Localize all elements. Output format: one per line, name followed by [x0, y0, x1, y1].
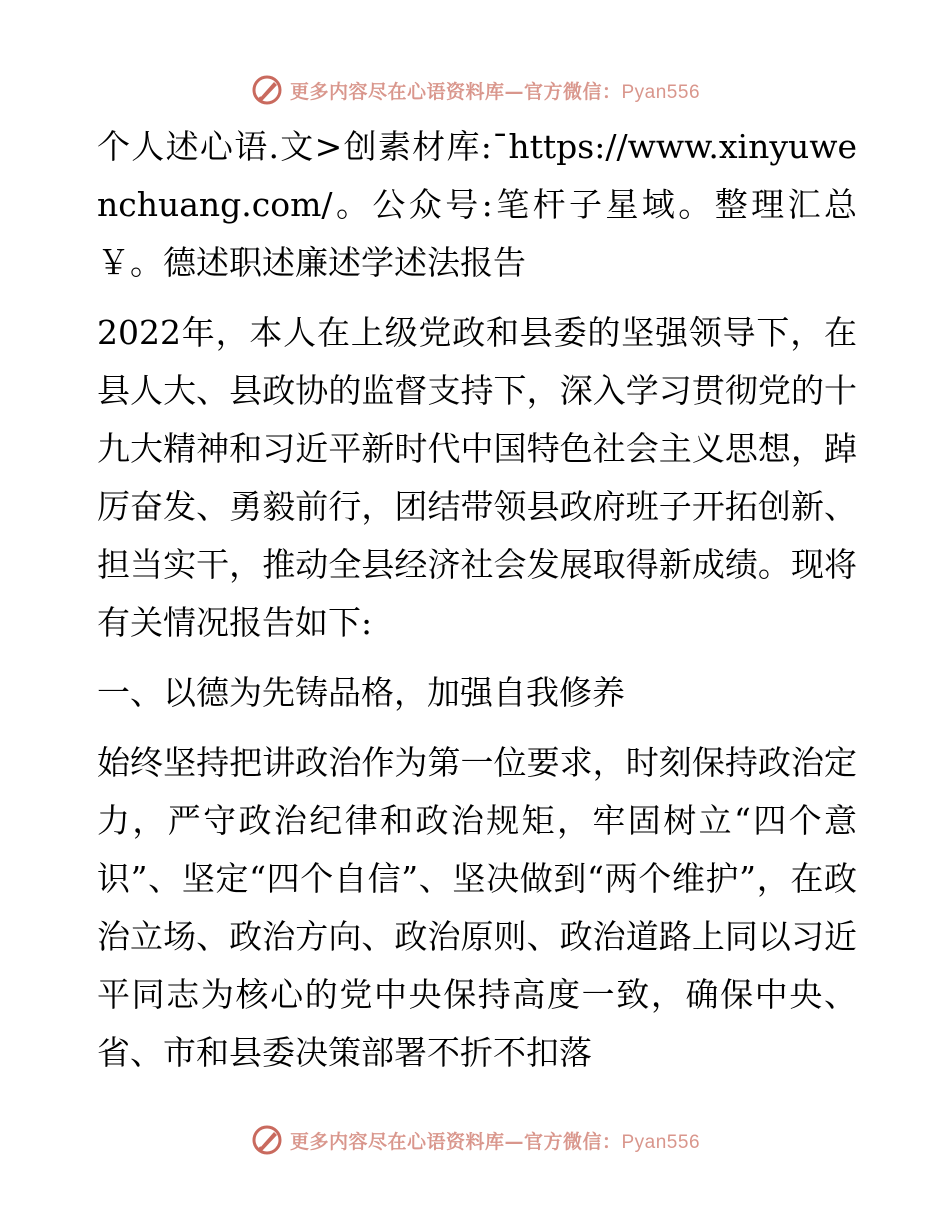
quill-logo-icon [250, 73, 284, 107]
watermark-header [0, 70, 950, 110]
section-heading: 一、以德为先铸品格，加强自我修养 [97, 673, 625, 712]
watermark-handle: Pyan556 [621, 81, 701, 103]
watermark-handle: Pyan556 [621, 1131, 701, 1153]
quill-logo-icon [250, 1123, 284, 1157]
paragraph-intro: 个人述心语.文>创素材库:¯https://www.xinyuwenchuang.com/。公众号:笔杆子星域。整理汇总￥。德述职述廉述学述法报告 [97, 127, 857, 282]
watermark-text: 更多内容尽在心语资料库—官方微信：Pyan556 [289, 80, 701, 103]
paragraph-summary: 2022年，本人在上级党政和县委的坚强领导下，在县人大、县政协的监督支持下，深入学习贯彻党的十九大精神和习近平新时代中国特色社会主义思想，踔厉奋发、勇毅前行，团结带领县政府班子开拓创新、担当实干，推动全县经济社会发展取得新成绩。现将有关情况报告如下: [97, 313, 857, 642]
watermark-footer [0, 1120, 950, 1160]
document-body [97, 118, 857, 1094]
paragraph-section-1: 始终坚持把讲政治作为第一位要求，时刻保持政治定力，严守政治纪律和政治规矩，牢固树立“四个意识”、坚定“四个自信”、坚决做到“两个维护”，在政治立场、政治方向、政治原则、政治道路上同以习近平同志为核心的党中央保持高度一致，确保中央、省、市和县委决策部署不折不扣落 [97, 743, 857, 1072]
watermark-text: 更多内容尽在心语资料库—官方微信：Pyan556 [289, 1130, 701, 1153]
